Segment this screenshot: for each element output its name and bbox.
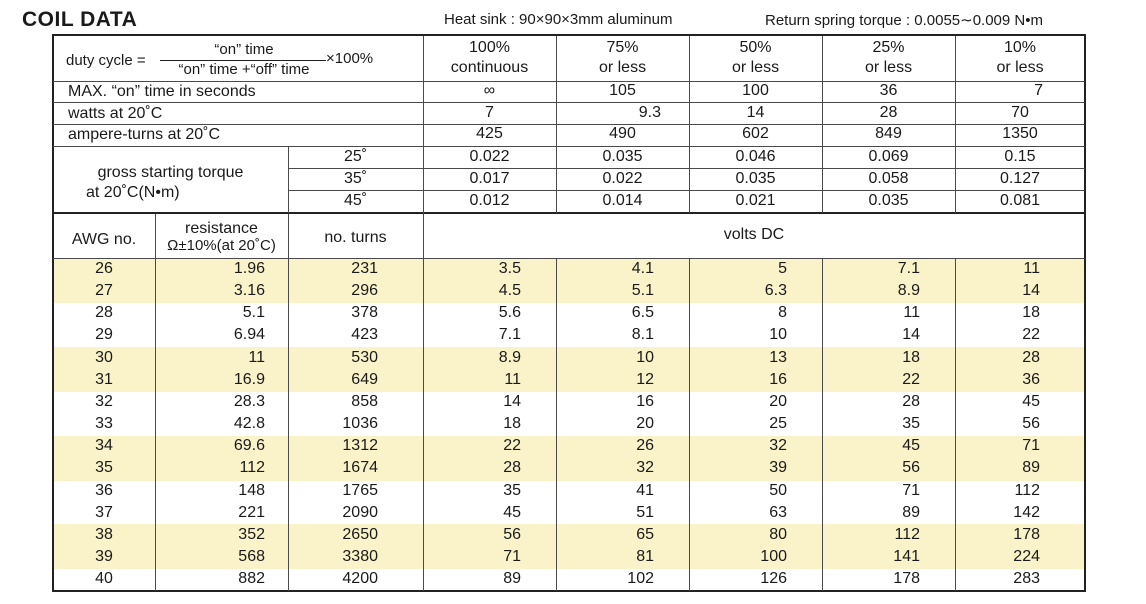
volts-cell: 89 xyxy=(1022,459,1040,476)
spec-value: 7 xyxy=(485,104,494,121)
duty-column-header xyxy=(822,38,955,78)
torque-value: 0.046 xyxy=(735,148,776,165)
volts-cell: 22 xyxy=(503,437,521,454)
turns-cell: 4200 xyxy=(342,570,378,587)
duty-cycle-label: duty cycle = xyxy=(66,52,146,69)
volts-cell: 11 xyxy=(903,304,920,321)
volts-cell: 16 xyxy=(636,393,654,410)
duty-column-qualifier: or less xyxy=(996,59,1044,76)
awg-cell: 26 xyxy=(95,260,113,277)
volts-cell: 89 xyxy=(503,570,521,587)
resistance-cell: 11 xyxy=(248,349,265,366)
volts-cell: 18 xyxy=(902,349,920,366)
duty-column-header xyxy=(423,38,556,78)
resistance-cell: 882 xyxy=(238,570,265,587)
volts-cell: 7.1 xyxy=(498,326,521,343)
duty-column-qualifier: or less xyxy=(598,59,647,76)
volts-cell: 20 xyxy=(636,415,654,432)
volts-cell: 16 xyxy=(769,371,787,388)
awg-cell: 31 xyxy=(95,371,113,388)
torque-value: 0.069 xyxy=(868,148,909,165)
volts-cell: 178 xyxy=(1013,526,1040,543)
volts-cell: 126 xyxy=(760,570,787,587)
turns-cell: 231 xyxy=(351,260,378,277)
volts-cell: 10 xyxy=(769,326,787,343)
torque-angle: 35˚ xyxy=(343,170,368,187)
spec-value: 28 xyxy=(879,104,898,121)
duty-cycle-denominator: “on” time +“off” time xyxy=(178,61,310,78)
awg-cell: 36 xyxy=(95,482,113,499)
volts-cell: 11 xyxy=(504,371,521,388)
spec-value: 9.3 xyxy=(638,104,661,121)
duty-column-header xyxy=(556,38,689,78)
resistance-cell: 16.9 xyxy=(233,371,265,388)
volts-cell: 28 xyxy=(1022,349,1040,366)
volts-cell: 89 xyxy=(902,504,920,521)
volts-cell: 20 xyxy=(769,393,787,410)
torque-value: 0.012 xyxy=(469,192,510,209)
volts-cell: 65 xyxy=(636,526,654,543)
resistance-header-units: Ω±10%(at 20˚C) xyxy=(167,237,276,254)
torque-label-units: at 20˚C(N•m) xyxy=(86,184,180,201)
resistance-cell: 28.3 xyxy=(233,393,265,410)
awg-cell: 32 xyxy=(95,393,113,410)
duty-column-percent: 25% xyxy=(872,39,905,56)
torque-angle: 45˚ xyxy=(343,192,368,209)
volts-cell: 13 xyxy=(769,349,787,366)
torque-value: 0.017 xyxy=(469,170,510,187)
duty-column-header xyxy=(689,38,822,78)
spec-value: ∞ xyxy=(483,82,496,99)
return-spring-note: Return spring torque : 0.0055∼0.009 N•m xyxy=(765,12,1043,29)
volts-cell: 5.6 xyxy=(498,304,521,321)
volts-cell: 18 xyxy=(1022,304,1040,321)
volts-cell: 45 xyxy=(902,437,920,454)
volts-cell: 22 xyxy=(1022,326,1040,343)
volts-cell: 51 xyxy=(636,504,654,521)
awg-cell: 27 xyxy=(95,282,113,299)
volts-cell: 7.1 xyxy=(897,260,920,277)
duty-column-percent: 100% xyxy=(469,39,510,56)
volts-cell: 36 xyxy=(1022,371,1040,388)
turns-cell: 2650 xyxy=(342,526,378,543)
awg-cell: 34 xyxy=(95,437,113,454)
duty-column-header xyxy=(955,38,1085,78)
volts-cell: 35 xyxy=(503,482,521,499)
volts-cell: 63 xyxy=(769,504,787,521)
torque-angle: 25˚ xyxy=(343,148,368,165)
volts-cell: 71 xyxy=(902,482,920,499)
resistance-cell: 148 xyxy=(238,482,265,499)
volts-cell: 71 xyxy=(503,548,521,565)
volts-cell: 8.1 xyxy=(631,326,654,343)
turns-cell: 1674 xyxy=(342,459,378,476)
volts-cell: 102 xyxy=(627,570,654,587)
turns-cell: 2090 xyxy=(342,504,378,521)
resistance-cell: 42.8 xyxy=(233,415,265,432)
torque-value: 0.035 xyxy=(868,192,909,209)
volts-cell: 39 xyxy=(769,459,787,476)
duty-column-percent: 10% xyxy=(1003,39,1037,56)
awg-cell: 39 xyxy=(95,548,113,565)
duty-column-qualifier: or less xyxy=(731,59,780,76)
duty-column-percent: 75% xyxy=(606,39,639,56)
volts-cell: 5 xyxy=(778,260,787,277)
torque-value: 0.022 xyxy=(469,148,510,165)
turns-cell: 649 xyxy=(351,371,378,388)
resistance-header: resistance xyxy=(185,220,258,237)
spec-value: 7 xyxy=(1034,82,1043,99)
turns-cell: 378 xyxy=(351,304,378,321)
spec-value: 425 xyxy=(476,125,503,142)
spec-value: 14 xyxy=(746,104,765,121)
resistance-cell: 69.6 xyxy=(233,437,265,454)
volts-cell: 4.5 xyxy=(498,282,521,299)
turns-cell: 1312 xyxy=(342,437,378,454)
awg-cell: 33 xyxy=(95,415,113,432)
resistance-cell: 221 xyxy=(238,504,265,521)
volts-cell: 71 xyxy=(1022,437,1040,454)
volts-cell: 56 xyxy=(1022,415,1040,432)
spec-value: 70 xyxy=(1011,104,1029,121)
torque-value: 0.021 xyxy=(735,192,776,209)
volts-cell: 283 xyxy=(1013,570,1040,587)
resistance-cell: 3.16 xyxy=(233,282,265,299)
volts-header: volts DC xyxy=(723,226,785,243)
awg-cell: 40 xyxy=(95,570,113,587)
volts-cell: 12 xyxy=(636,371,654,388)
volts-cell: 178 xyxy=(893,570,920,587)
turns-cell: 3380 xyxy=(342,548,378,565)
volts-cell: 45 xyxy=(1022,393,1040,410)
volts-cell: 100 xyxy=(760,548,787,565)
spec-row-label: watts at 20˚C xyxy=(68,105,163,122)
volts-cell: 81 xyxy=(636,548,654,565)
awg-header: AWG no. xyxy=(71,231,137,248)
volts-cell: 28 xyxy=(902,393,920,410)
resistance-cell: 568 xyxy=(238,548,265,565)
volts-cell: 112 xyxy=(1014,482,1040,499)
torque-value: 0.035 xyxy=(602,148,643,165)
awg-cell: 28 xyxy=(95,304,113,321)
volts-cell: 8.9 xyxy=(498,349,521,366)
torque-label: gross starting torque xyxy=(97,164,244,181)
volts-cell: 22 xyxy=(902,371,920,388)
awg-cell: 38 xyxy=(95,526,113,543)
volts-cell: 11 xyxy=(1023,260,1040,277)
volts-cell: 45 xyxy=(503,504,521,521)
volts-cell: 6.5 xyxy=(631,304,654,321)
duty-column-qualifier: continuous xyxy=(450,59,529,76)
awg-cell: 37 xyxy=(95,504,113,521)
turns-cell: 1036 xyxy=(342,415,378,432)
spec-value: 490 xyxy=(609,125,636,142)
page-title: COIL DATA xyxy=(22,8,138,31)
awg-cell: 30 xyxy=(95,349,113,366)
volts-cell: 56 xyxy=(902,459,920,476)
torque-value: 0.014 xyxy=(602,192,643,209)
torque-value: 0.15 xyxy=(1004,148,1036,165)
table-rule xyxy=(53,212,1085,214)
torque-value: 0.058 xyxy=(868,170,909,187)
spec-value: 105 xyxy=(609,82,636,99)
resistance-cell: 6.94 xyxy=(233,326,265,343)
spec-value: 100 xyxy=(742,82,769,99)
awg-cell: 35 xyxy=(95,459,113,476)
resistance-cell: 5.1 xyxy=(242,304,265,321)
volts-cell: 5.1 xyxy=(631,282,654,299)
volts-cell: 35 xyxy=(902,415,920,432)
volts-cell: 112 xyxy=(894,526,920,543)
duty-cycle-numerator: “on” time xyxy=(214,41,274,58)
resistance-cell: 112 xyxy=(239,459,265,476)
volts-cell: 14 xyxy=(1022,282,1040,299)
turns-cell: 530 xyxy=(351,349,378,366)
spec-value: 36 xyxy=(879,82,898,99)
turns-cell: 1765 xyxy=(342,482,378,499)
awg-cell: 29 xyxy=(95,326,113,343)
volts-cell: 32 xyxy=(769,437,787,454)
volts-cell: 26 xyxy=(636,437,654,454)
volts-cell: 56 xyxy=(503,526,521,543)
volts-cell: 3.5 xyxy=(498,260,521,277)
volts-cell: 32 xyxy=(636,459,654,476)
volts-cell: 25 xyxy=(769,415,787,432)
volts-cell: 8 xyxy=(778,304,787,321)
spec-row-label: ampere-turns at 20˚C xyxy=(68,126,221,143)
volts-cell: 14 xyxy=(503,393,521,410)
turns-header: no. turns xyxy=(324,229,387,246)
resistance-cell: 352 xyxy=(238,526,265,543)
spec-value: 1350 xyxy=(1002,125,1038,142)
turns-cell: 858 xyxy=(351,393,378,410)
volts-cell: 18 xyxy=(503,415,521,432)
spec-value: 602 xyxy=(742,125,769,142)
volts-cell: 50 xyxy=(769,482,787,499)
duty-column-qualifier: or less xyxy=(864,59,913,76)
torque-value: 0.081 xyxy=(999,192,1041,209)
volts-cell: 142 xyxy=(1013,504,1040,521)
turns-cell: 423 xyxy=(351,326,378,343)
volts-cell: 10 xyxy=(636,349,654,366)
duty-cycle-multiplier: ×100% xyxy=(326,50,374,67)
volts-cell: 141 xyxy=(893,548,920,565)
torque-value: 0.035 xyxy=(735,170,776,187)
volts-cell: 14 xyxy=(902,326,920,343)
volts-cell: 6.3 xyxy=(764,282,787,299)
torque-value: 0.022 xyxy=(602,170,643,187)
resistance-cell: 1.96 xyxy=(233,260,265,277)
duty-column-percent: 50% xyxy=(739,39,772,56)
turns-cell: 296 xyxy=(351,282,378,299)
spec-row-label: MAX. “on” time in seconds xyxy=(68,83,256,100)
volts-cell: 28 xyxy=(503,459,521,476)
torque-value: 0.127 xyxy=(999,170,1041,187)
heat-sink-note: Heat sink : 90×90×3mm aluminum xyxy=(444,11,673,28)
volts-cell: 80 xyxy=(769,526,787,543)
volts-cell: 41 xyxy=(636,482,654,499)
spec-value: 849 xyxy=(875,125,902,142)
volts-cell: 224 xyxy=(1013,548,1040,565)
volts-cell: 8.9 xyxy=(897,282,920,299)
volts-cell: 4.1 xyxy=(631,260,654,277)
